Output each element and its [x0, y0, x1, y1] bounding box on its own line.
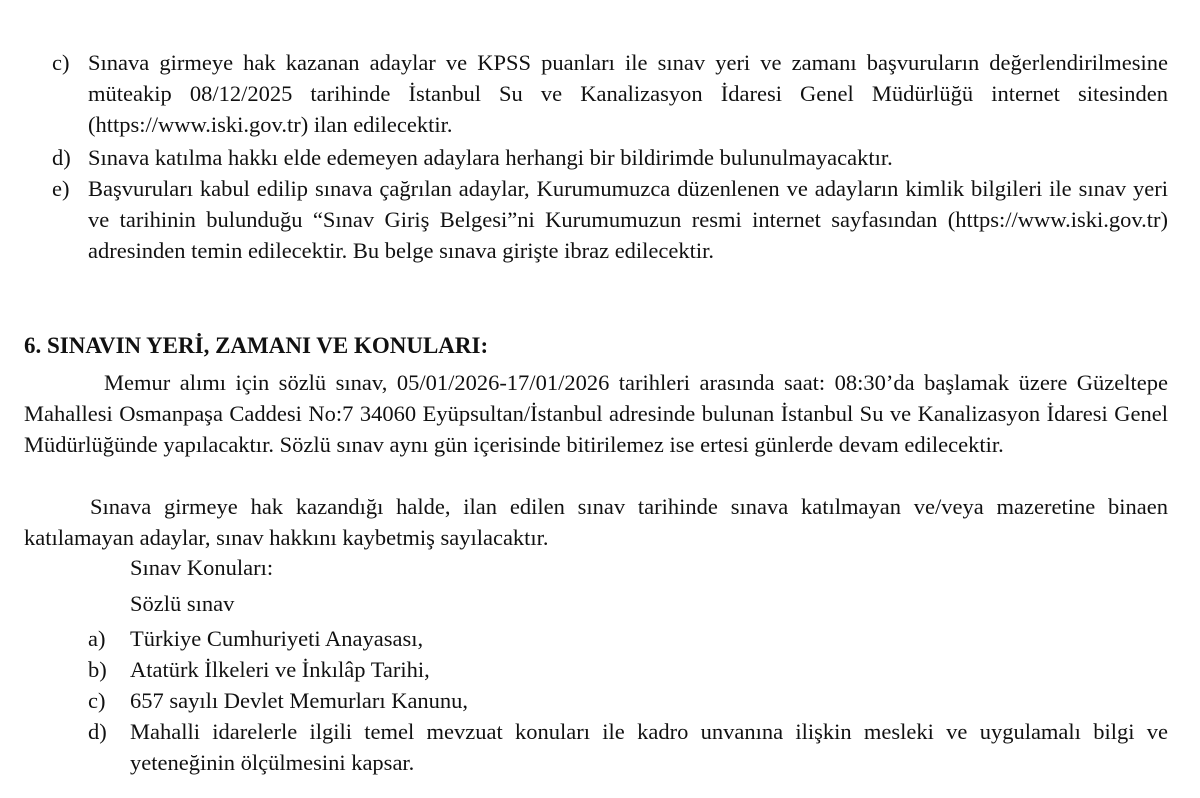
exam-type: Sözlü sınav — [130, 591, 235, 616]
topic-marker: c) — [88, 688, 106, 713]
topic-text: 657 sayılı Devlet Memurları Kanunu, — [130, 688, 469, 713]
list-item-text: Sınava katılma hakkı elde edemeyen adaylara herhangi bir bildirimde bulunulmayacaktır. — [88, 145, 893, 170]
topic-item-c — [88, 685, 1168, 716]
topic-text: Türkiye Cumhuriyeti Anayasası, — [130, 626, 424, 651]
paragraph-absence-rule: Sınava girmeye hak kazandığı halde, ilan edilen sınav tarihinde sınava katılmayan ve/veya mazeretine binaen katılamayan adaylar, sınav hakkını kaybetmiş sayılacaktır. — [24, 494, 1168, 550]
topic-item-a — [88, 623, 1168, 654]
list-item-marker: c) — [52, 50, 70, 75]
section-heading: 6. SINAVIN YERİ, ZAMANI VE KONULARI: — [24, 333, 489, 358]
list-item-c — [52, 47, 1168, 140]
list-item-e — [52, 173, 1168, 266]
topic-marker: a) — [88, 626, 106, 651]
list-item-text: Başvuruları kabul edilip sınava çağrılan adaylar, Kurumumuzca düzenlenen ve adayların kimlik bilgileri ile sınav yeri ve tarihinin bulunduğu “Sınav Giriş Belgesi”ni Kurumumuzun resmi internet sayfasından (https://www.iski.gov.tr) adresinden temin edilecektir. Bu belge sınava girişte ibraz edilecektir. — [88, 176, 1168, 263]
paragraph-exam-schedule: Memur alımı için sözlü sınav, 05/01/2026-17/01/2026 tarihleri arasında saat: 08:30’da başlamak üzere Güzeltepe Mahallesi Osmanpaşa Caddesi No:7 34060 Eyüpsultan/İstanbul adresinde bulunan İstanbul Su ve Kanalizasyon İdaresi Genel Müdürlüğünde yapılacaktır. Sözlü sınav aynı gün içerisinde bitirilemez ise ertesi günlerde devam edilecektir. — [24, 370, 1168, 457]
topics-label: Sınav Konuları: — [130, 555, 274, 580]
topic-item-d — [88, 716, 1168, 778]
topic-marker: b) — [88, 657, 107, 682]
list-item-text: Sınava girmeye hak kazanan adaylar ve KPSS puanları ile sınav yeri ve zamanı başvuruların değerlendirilmesine müteakip 08/12/2025 tarihinde İstanbul Su ve Kanalizasyon İdaresi Genel Müdürlüğü internet sitesinden (https://www.iski.gov.tr) ilan edilecektir. — [88, 50, 1168, 137]
list-item-marker: d) — [52, 145, 71, 170]
list-item-d — [52, 142, 1168, 173]
topic-item-b — [88, 654, 1168, 685]
list-item-marker: e) — [52, 176, 70, 201]
topic-text: Mahalli idarelerle ilgili temel mevzuat konuları ile kadro unvanına ilişkin mesleki ve uygulamalı bilgi ve yeteneğinin ölçülmesini kapsar. — [130, 719, 1168, 775]
topic-text: Atatürk İlkeleri ve İnkılâp Tarihi, — [130, 657, 430, 682]
topic-marker: d) — [88, 719, 107, 744]
